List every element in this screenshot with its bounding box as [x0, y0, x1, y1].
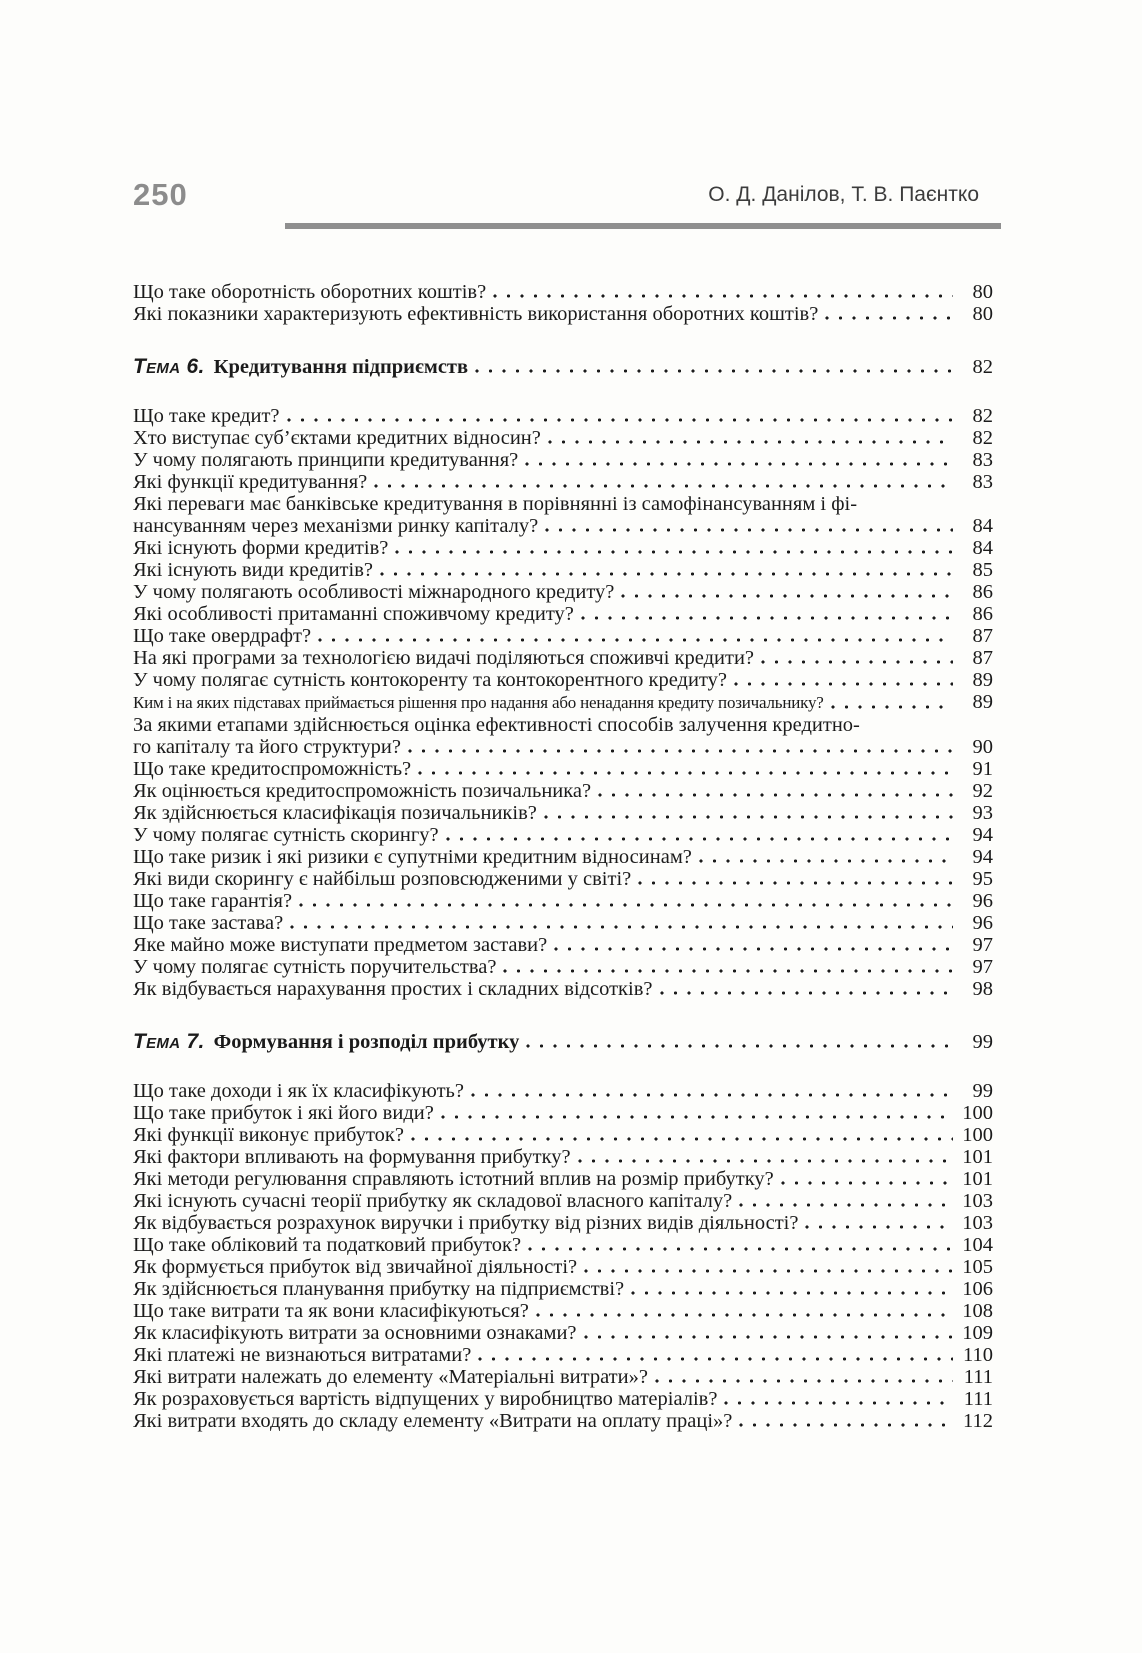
page-ref: 95 [972, 868, 993, 890]
toc-entry-text: За якими етапами здійснюється оцінка ефективності способів залучення кредитно- [133, 714, 860, 736]
toc-entry [133, 581, 993, 603]
dot-leader [660, 991, 954, 995]
toc-entry [133, 625, 993, 647]
toc-entry-text: Як відбувається розрахунок виручки і прибутку від різних видів діяльності? [133, 1212, 799, 1234]
toc-entry-text: Як класифікують витрати за основними ознаками? [133, 1322, 577, 1344]
toc-entry [133, 934, 993, 956]
toc-entry [133, 471, 993, 493]
dot-leader [395, 550, 953, 554]
toc-entry-text: Хто виступає суб’єктами кредитних відносин? [133, 427, 541, 449]
dot-leader [287, 418, 953, 422]
dot-leader [528, 1247, 953, 1251]
toc-entry [133, 303, 993, 325]
page-ref: 106 [962, 1278, 993, 1300]
toc-entry [133, 912, 993, 934]
toc-entry [133, 559, 993, 581]
running-head-authors: О. Д. Данілов, Т. В. Паєнтко [708, 183, 979, 206]
toc-entry [133, 1190, 993, 1212]
dot-leader [475, 369, 953, 373]
dot-leader [548, 440, 953, 444]
dot-leader [418, 771, 953, 775]
dot-leader [631, 1291, 953, 1295]
toc-entry-text: Які платежі не визнаються витратами? [133, 1344, 472, 1366]
dot-leader [526, 1044, 953, 1048]
toc-entry-text: Що таке ризик і які ризики є супутніми кредитним відносинам? [133, 846, 692, 868]
dot-leader [380, 572, 953, 576]
toc-entry [133, 647, 993, 669]
toc-entry-text: Що таке доходи і як їх класифікують? [133, 1080, 464, 1102]
dot-leader [578, 1159, 953, 1163]
dot-leader [831, 705, 953, 709]
page-ref: 99 [972, 1031, 993, 1053]
page-ref: 85 [972, 559, 993, 581]
page-ref: 99 [972, 1080, 993, 1102]
toc-entry [133, 669, 993, 691]
page-ref: 84 [972, 537, 993, 559]
toc-entry-text: Які витрати входять до складу елементу «Витрати на оплату праці»? [133, 1410, 733, 1432]
toc-entry [133, 1146, 993, 1168]
page-ref: 110 [963, 1344, 993, 1366]
page-ref: 103 [962, 1212, 993, 1234]
page-header [133, 177, 993, 229]
dot-leader [781, 1181, 953, 1185]
page-ref: 93 [972, 802, 993, 824]
dot-leader [290, 925, 953, 929]
dot-leader [441, 1115, 953, 1119]
toc-entry [133, 802, 993, 824]
page-ref: 80 [972, 281, 993, 303]
table-of-contents [133, 281, 993, 1432]
toc-entry-text: Яке майно може виступати предметом застави? [133, 934, 548, 956]
dot-leader [584, 1335, 953, 1339]
toc-entry [133, 780, 993, 802]
page-ref: 103 [962, 1190, 993, 1212]
toc-entry-text: Які методи регулювання справляють істотний вплив на розмір прибутку? [133, 1168, 774, 1190]
toc-entry-text: Які існують види кредитів? [133, 559, 373, 581]
page-ref: 112 [963, 1410, 993, 1432]
toc-entry-text: Які показники характеризують ефективність використання оборотних коштів? [133, 303, 819, 325]
toc-entry-text: У чому полягають принципи кредитування? [133, 449, 519, 471]
toc-entry-text: Що таке кредит? [133, 405, 280, 427]
toc-entry [133, 691, 993, 714]
page-ref: 89 [972, 669, 993, 691]
toc-heading [133, 356, 993, 378]
toc-entry-text: Які переваги має банківське кредитування в порівнянні із самофінансуванням і фі- [133, 493, 858, 515]
toc-entry [133, 603, 993, 625]
header-rule [285, 223, 1001, 229]
page-ref: 87 [972, 647, 993, 669]
page-ref: 86 [972, 581, 993, 603]
dot-leader [544, 815, 953, 819]
toc-heading [133, 1031, 993, 1053]
toc-entry-text: У чому полягає сутність контокоренту та контокорентного кредиту? [133, 669, 727, 691]
toc-entry [133, 1102, 993, 1124]
dot-leader [621, 594, 953, 598]
dot-leader [825, 316, 953, 320]
dot-leader [408, 749, 953, 753]
toc-entry-text: Які особливості притаманні споживчому кредиту? [133, 603, 574, 625]
toc-entry [133, 978, 993, 1000]
page-ref: 83 [972, 471, 993, 493]
page-ref: 97 [972, 956, 993, 978]
dot-leader [805, 1225, 953, 1229]
dot-leader [493, 294, 953, 298]
page-ref: 101 [962, 1146, 993, 1168]
dot-leader [374, 484, 953, 488]
page-ref: 101 [962, 1168, 993, 1190]
page-ref: 94 [972, 824, 993, 846]
page-ref: 86 [972, 603, 993, 625]
toc-heading-title: Кредитування підприємств [213, 356, 469, 378]
toc-entry-text: Які витрати належать до елементу «Матеріальні витрати»? [133, 1366, 648, 1388]
dot-leader [724, 1401, 953, 1405]
toc-entry [133, 1124, 993, 1146]
dot-leader [318, 638, 953, 642]
page-ref: 82 [972, 356, 993, 378]
dot-leader [525, 462, 953, 466]
toc-entry-continuation [133, 736, 993, 758]
dot-leader [584, 1269, 953, 1273]
toc-entry [133, 1344, 993, 1366]
page-ref: 97 [972, 934, 993, 956]
toc-entry-text: Що таке овердрафт? [133, 625, 312, 647]
toc-entry [133, 1256, 993, 1278]
page-ref: 111 [963, 1366, 993, 1388]
toc-entry [133, 1410, 993, 1432]
toc-entry-text: Які існують форми кредитів? [133, 537, 389, 559]
page-ref: 109 [962, 1322, 993, 1344]
toc-entry-text: Як формується прибуток від звичайної діяльності? [133, 1256, 578, 1278]
page-ref: 82 [972, 405, 993, 427]
toc-entry-continuation [133, 515, 993, 537]
toc-entry-text: нансуванням через механізми ринку капіталу? [133, 515, 539, 537]
page-ref: 105 [962, 1256, 993, 1278]
dot-leader [655, 1379, 953, 1383]
toc-entry-text: Що таке застава? [133, 912, 284, 934]
toc-entry-text: Що таке гарантія? [133, 890, 293, 912]
page-ref: 89 [972, 691, 993, 713]
toc-entry [133, 1388, 993, 1410]
toc-entry-text: Які існують сучасні теорії прибутку як складової власного капіталу? [133, 1190, 733, 1212]
dot-leader [739, 1203, 953, 1207]
folio-page-number: 250 [133, 177, 188, 212]
toc-entry-text: Які види скорингу є найбільш розповсюдженими у світі? [133, 868, 632, 890]
toc-entry-text: Як відбувається нарахування простих і складних відсотків? [133, 978, 653, 1000]
toc-entry [133, 714, 993, 758]
page-ref: 82 [972, 427, 993, 449]
dot-leader [536, 1313, 953, 1317]
toc-entry [133, 1322, 993, 1344]
toc-entry-text: У чому полягає сутність поручительства? [133, 956, 497, 978]
toc-entry-text: Що таке прибуток і які його види? [133, 1102, 434, 1124]
toc-entry [133, 1212, 993, 1234]
dot-leader [734, 682, 953, 686]
dot-leader [545, 528, 953, 532]
page-ref: 84 [972, 515, 993, 537]
toc-entry-text: Як оцінюється кредитоспроможність позичальника? [133, 780, 592, 802]
dot-leader [739, 1423, 953, 1427]
toc-entry [133, 846, 993, 868]
page-ref: 90 [972, 736, 993, 758]
toc-entry [133, 537, 993, 559]
toc-entry [133, 449, 993, 471]
page-ref: 87 [972, 625, 993, 647]
dot-leader [699, 859, 953, 863]
toc-entry [133, 1366, 993, 1388]
toc-entry [133, 956, 993, 978]
toc-heading-label: Тема 7. [133, 1031, 205, 1053]
dot-leader [299, 903, 953, 907]
page-ref: 100 [962, 1102, 993, 1124]
page-ref: 92 [972, 780, 993, 802]
page-ref: 98 [972, 978, 993, 1000]
toc-entry-text: Які функції виконує прибуток? [133, 1124, 404, 1146]
toc-entry-text: Що таке обліковий та податковий прибуток? [133, 1234, 522, 1256]
toc-entry-text: Що таке витрати та як вони класифікуються? [133, 1300, 529, 1322]
dot-leader [411, 1137, 953, 1141]
toc-entry-text: У чому полягає сутність скорингу? [133, 824, 439, 846]
toc-entry-text: Як розраховується вартість відпущених у виробництво матеріалів? [133, 1388, 718, 1410]
toc-entry [133, 758, 993, 780]
toc-entry-text: У чому полягають особливості міжнародного кредиту? [133, 581, 615, 603]
dot-leader [471, 1093, 953, 1097]
toc-entry-text: Як здійснюється класифікація позичальників? [133, 802, 537, 824]
toc-entry [133, 1080, 993, 1102]
toc-entry [133, 868, 993, 890]
dot-leader [598, 793, 953, 797]
toc-heading-label: Тема 6. [133, 356, 205, 378]
dot-leader [446, 837, 953, 841]
toc-entry-text: На які програми за технологією видачі поділяються споживчі кредити? [133, 647, 755, 669]
toc-entry [133, 405, 993, 427]
page-ref: 83 [972, 449, 993, 471]
dot-leader [638, 881, 953, 885]
page-ref: 96 [972, 890, 993, 912]
toc-entry [133, 1234, 993, 1256]
page-ref: 94 [972, 846, 993, 868]
toc-entry [133, 890, 993, 912]
dot-leader [761, 660, 953, 664]
dot-leader [478, 1357, 953, 1361]
page-ref: 104 [962, 1234, 993, 1256]
dot-leader [554, 947, 953, 951]
toc-entry-text: Ким і на яких підставах приймається рішення про надання або ненадання кредиту позичальнику? [133, 693, 824, 712]
toc-entry [133, 427, 993, 449]
toc-entry [133, 1168, 993, 1190]
toc-entry-text: Які функції кредитування? [133, 471, 368, 493]
page-ref: 108 [962, 1300, 993, 1322]
page-ref: 96 [972, 912, 993, 934]
toc-entry [133, 281, 993, 303]
dot-leader [503, 969, 953, 973]
toc-entry [133, 1300, 993, 1322]
toc-entry-text: го капіталу та його структури? [133, 736, 401, 758]
toc-entry [133, 493, 993, 537]
toc-entry-text: Що таке оборотність оборотних коштів? [133, 281, 487, 303]
dot-leader [581, 616, 953, 620]
toc-entry-text: Як здійснюється планування прибутку на підприємстві? [133, 1278, 625, 1300]
toc-heading-title: Формування і розподіл прибутку [213, 1031, 520, 1053]
page-ref: 100 [962, 1124, 993, 1146]
page-ref: 111 [963, 1388, 993, 1410]
toc-entry [133, 824, 993, 846]
toc-entry [133, 1278, 993, 1300]
toc-entry-text: Які фактори впливають на формування прибутку? [133, 1146, 571, 1168]
page-ref: 91 [972, 758, 993, 780]
page-ref: 80 [972, 303, 993, 325]
toc-entry-text: Що таке кредитоспроможність? [133, 758, 412, 780]
